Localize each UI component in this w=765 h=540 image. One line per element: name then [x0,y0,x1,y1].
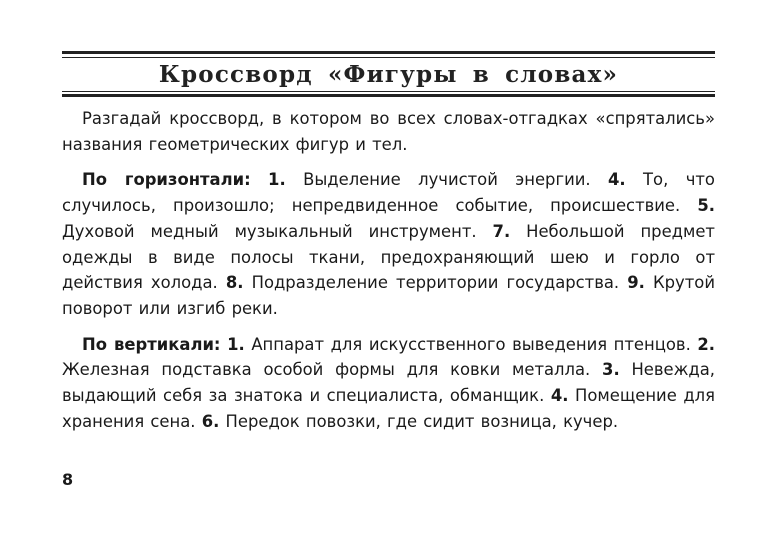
horizontal-clues [62,167,715,321]
clue-text: Духовой медный музыкальный инструмент. [62,221,477,241]
clue-number: 5. [697,196,715,216]
clue-text: Выделение лучистой энергии. [303,170,591,190]
page-title: Кроссворд «Фигуры в словах» [158,61,619,88]
clue-number: 7. [492,221,511,241]
clue-text: Аппарат для искусственного выведения птенцов. [251,334,691,354]
clue-text: Крутой поворот или изгиб реки. [62,273,715,318]
clue-number: 2. [697,334,716,354]
vertical-heading: По вертикали: [82,334,221,354]
clue-text: Небольшой предмет одежды в виде полосы ткани, предохраняющий шею и горло от действия холода. [62,221,715,293]
clue-text: Передок повозки, где сидит возница, кучер. [225,411,619,431]
clue-text: То, что случилось, произошло; непредвиденное событие, происшествие. [62,170,715,216]
clue-number: 3. [602,360,620,380]
clue-text: Помещение для хранения сена. [62,386,715,431]
clue-number: 6. [201,411,220,431]
clue-number: 1. [227,334,245,354]
title-rule-bottom-thick [62,94,715,97]
intro-paragraph: Разгадай кроссворд, в котором во всех словах-отгадках «спрятались» названия геометрических фигур и тел. [62,109,715,154]
clue-number: 4. [608,170,626,190]
clue-number: 9. [627,273,645,293]
clue-number: 8. [225,273,244,293]
title-rule-top-thick [62,51,715,54]
clue-text: Невежда, выдающий себя за знатока и специалиста, обманщик. [62,360,715,406]
page-number: 8 [62,470,74,489]
horizontal-heading: По горизонтали: [82,170,251,190]
clue-number: 1. [268,170,286,190]
crossword-text [62,106,715,444]
vertical-clues [62,332,715,435]
clue-number: 4. [550,386,569,406]
clue-text: Подразделение территории государства. [251,273,620,293]
title-rule-bottom-thin [62,91,715,92]
clue-text: Железная подставка особой формы для ковки металла. [62,360,591,380]
